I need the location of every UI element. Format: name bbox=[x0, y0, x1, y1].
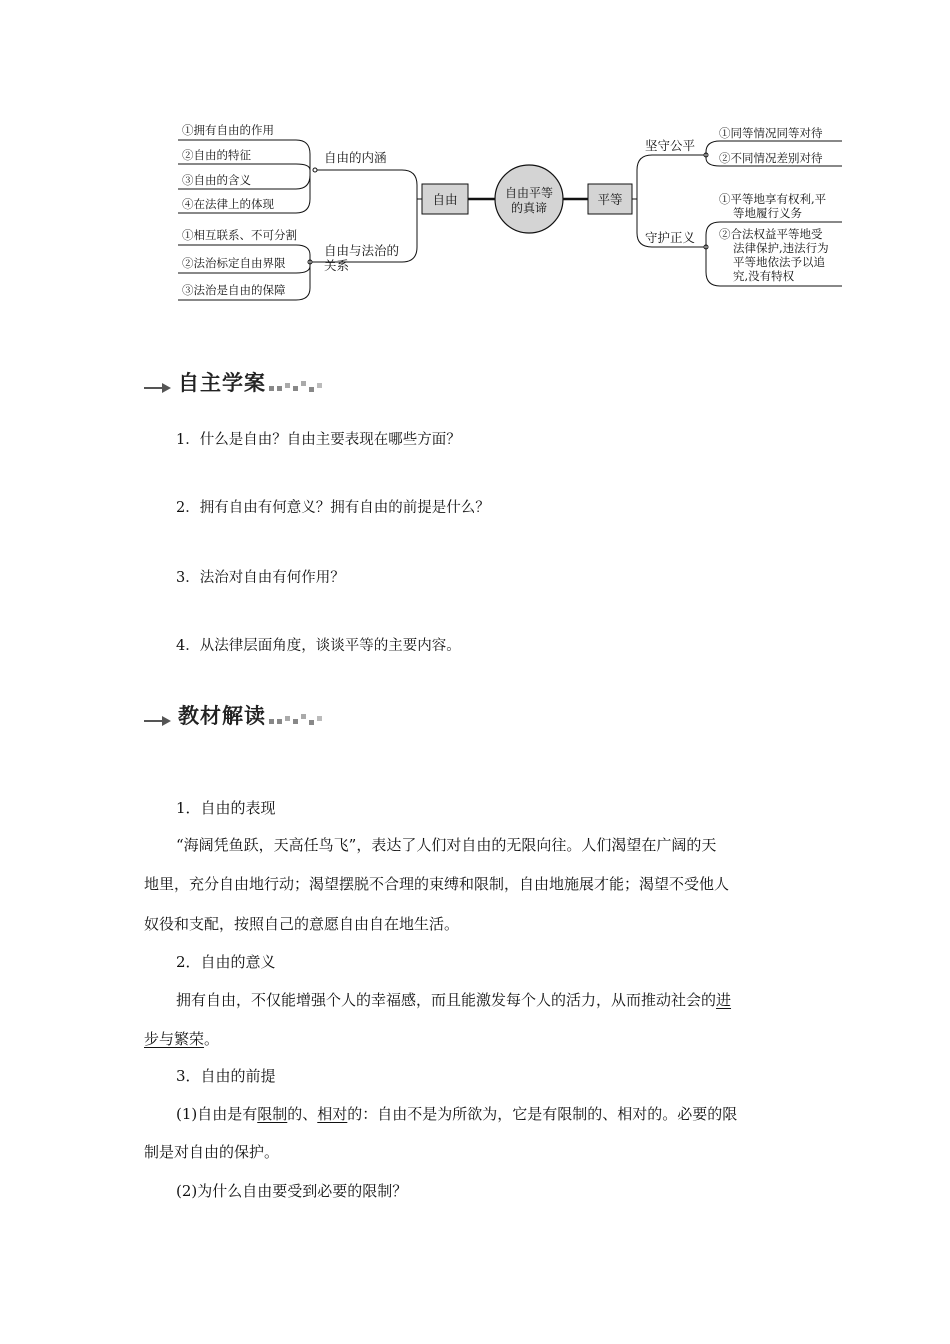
paragraph-3-text: 的：自由不是为所欲为，它是有限制的、相对的。必要的限 bbox=[347, 1105, 738, 1123]
branch2-item-2: ②法治标定自由界限 bbox=[182, 256, 286, 270]
decorative-dots-icon bbox=[269, 379, 329, 393]
paragraph-3-line-1 bbox=[176, 1103, 737, 1124]
section-title-textbook-reading: 教材解读 bbox=[178, 704, 266, 728]
branch4-item-1b: 等地履行义务 bbox=[733, 206, 802, 220]
underlined-term: 进 bbox=[716, 991, 732, 1009]
branch-freedom-meaning: 自由的内涵 bbox=[324, 150, 387, 165]
branch3-item-1: ①同等情况同等对待 bbox=[719, 126, 823, 140]
decorative-dots-icon bbox=[269, 712, 329, 726]
branch1-item-3: ③自由的含义 bbox=[182, 173, 251, 187]
section-header-self-study bbox=[144, 365, 324, 395]
question-3: 3．法治对自由有何作用？ bbox=[176, 570, 345, 586]
section-title-self-study: 自主学案 bbox=[178, 371, 266, 395]
paragraph-3-line-2: 制是对自由的保护。 bbox=[144, 1143, 280, 1161]
underlined-term: 限制 bbox=[257, 1105, 288, 1123]
branch-freedom-law-1: 自由与法治的 bbox=[324, 243, 400, 258]
branch3-item-2: ②不同情况差别对待 bbox=[719, 151, 823, 165]
branch2-item-1: ①相互联系、不可分割 bbox=[182, 228, 297, 242]
branch2-item-3: ③法治是自由的保障 bbox=[182, 283, 286, 297]
arrow-icon bbox=[144, 708, 172, 726]
branch-freedom-law-2: 关系 bbox=[324, 258, 350, 273]
branch4-item-2a: ②合法权益平等地受 bbox=[719, 227, 823, 241]
paragraph-4: (2)为什么自由要受到必要的限制？ bbox=[176, 1182, 408, 1200]
branch4-item-2d: 究,没有特权 bbox=[733, 269, 795, 283]
question-1: 1．什么是自由？自由主要表现在哪些方面？ bbox=[176, 432, 461, 448]
center-label-2: 的真谛 bbox=[510, 201, 548, 215]
heading-freedom-meaning: 2．自由的意义 bbox=[176, 953, 276, 971]
paragraph-3-text: (1)自由是有 bbox=[176, 1105, 258, 1123]
paragraph-2-text: 拥有自由，不仅能增强个人的幸福感，而且能激发每个人的活力，从而推动社会的 bbox=[176, 991, 717, 1009]
branch4-item-2c: 平等地依法予以追 bbox=[733, 255, 825, 269]
branch1-item-2: ②自由的特征 bbox=[182, 148, 251, 162]
paragraph-2-line-1 bbox=[176, 989, 731, 1010]
branch-justice: 守护正义 bbox=[645, 230, 696, 245]
center-label-1: 自由平等 bbox=[504, 186, 554, 200]
heading-freedom-premise: 3．自由的前提 bbox=[176, 1067, 276, 1085]
paragraph-3-text: 的、 bbox=[287, 1105, 318, 1123]
branch1-item-4: ④在法律上的体现 bbox=[182, 197, 274, 211]
underlined-term: 相对 bbox=[317, 1105, 348, 1123]
paragraph-2-end: 。 bbox=[204, 1030, 220, 1048]
branch1-item-1: ①拥有自由的作用 bbox=[182, 123, 274, 137]
question-4: 4．从法律层面角度，谈谈平等的主要内容。 bbox=[176, 638, 461, 654]
paragraph-1-line-2: 地里，充分自由地行动；渴望摆脱不合理的束缚和限制，自由地施展才能；渴望不受他人 bbox=[144, 875, 730, 893]
paragraph-1-line-3: 奴役和支配，按照自己的意愿自由自在地生活。 bbox=[144, 915, 460, 933]
question-2: 2．拥有自由有何意义？拥有自由的前提是什么？ bbox=[176, 500, 490, 516]
heading-freedom-expression: 1．自由的表现 bbox=[176, 799, 276, 817]
mind-map bbox=[0, 0, 950, 320]
section-header-textbook-reading bbox=[144, 698, 324, 728]
arrow-icon bbox=[144, 375, 172, 393]
freedom-node-label: 自由 bbox=[432, 192, 458, 207]
branch-fairness: 坚守公平 bbox=[645, 138, 696, 153]
branch4-item-2b: 法律保护,违法行为 bbox=[733, 241, 829, 255]
equality-node-label: 平等 bbox=[597, 192, 623, 207]
paragraph-2-line-2 bbox=[144, 1028, 219, 1049]
branch4-item-1a: ①平等地享有权利,平 bbox=[719, 192, 827, 206]
underlined-term: 步与繁荣 bbox=[144, 1030, 205, 1048]
paragraph-1-line-1: “海阔凭鱼跃，天高任鸟飞”，表达了人们对自由的无限向往。人们渴望在广阔的天 bbox=[176, 836, 717, 854]
